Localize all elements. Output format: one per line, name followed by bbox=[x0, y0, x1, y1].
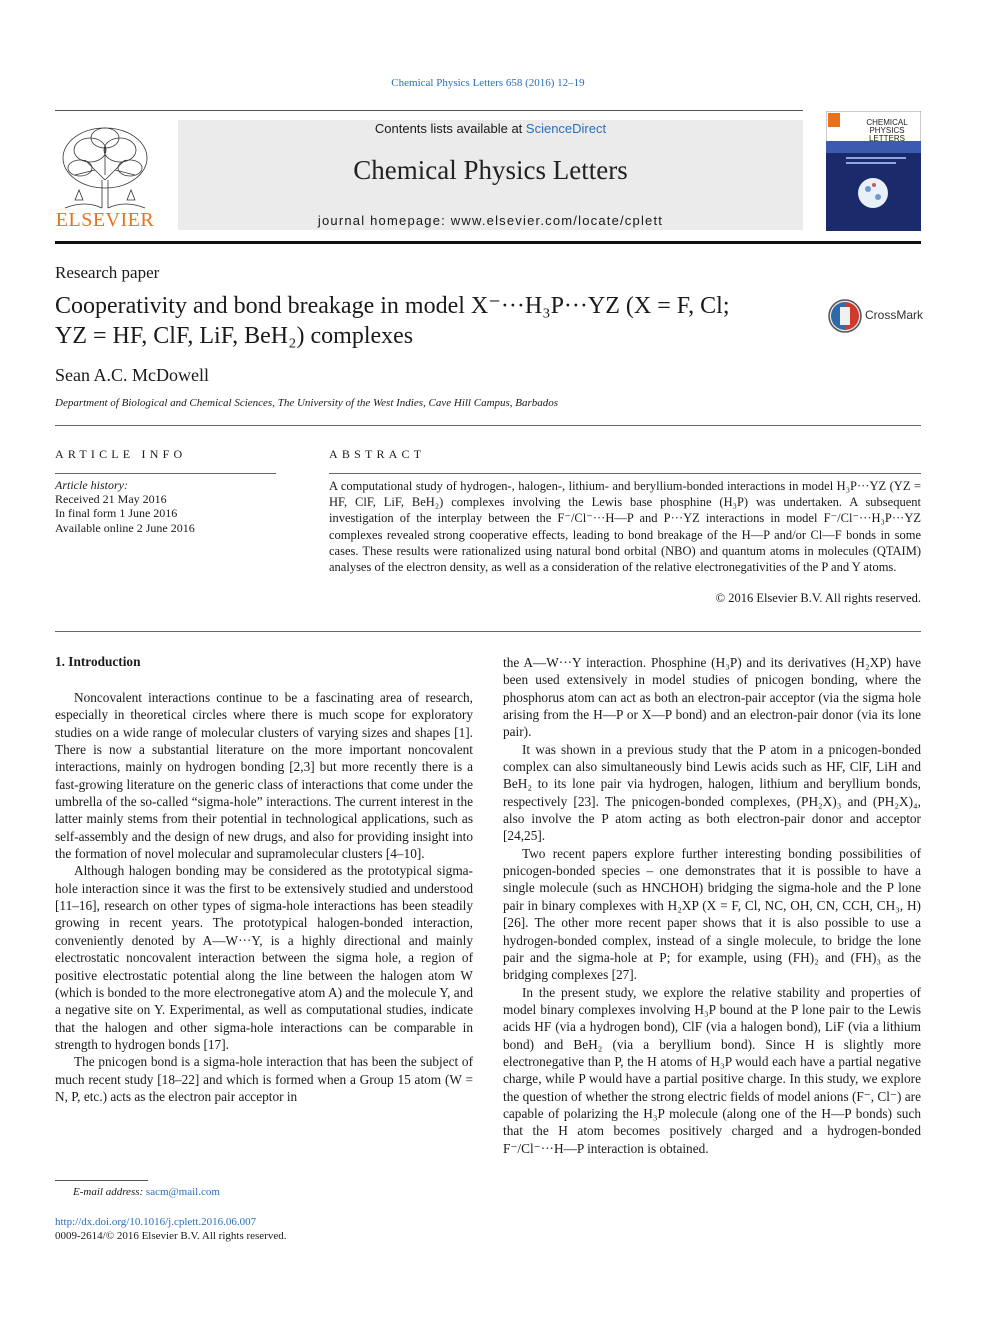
footnote-rule bbox=[55, 1180, 148, 1181]
cover-title-line: LETTERS bbox=[868, 134, 905, 143]
elsevier-wordmark: ELSEVIER bbox=[55, 209, 155, 231]
author-name: Sean A.C. McDowell bbox=[55, 365, 209, 385]
abstract-text: A computational study of hydrogen-, halogen-, lithium- and beryllium-bonded interactions in model H₃P···YZ (YZ = HF, ClF, LiF, BeH₂) complexes involving the Lewis base phosphine (H₃P) was undertaken. A subsequent investigation of the interplay between the F⁻/Cl⁻···H—P and P···YZ interactions in model F⁻/Cl⁻···H₃P···YZ complexes revealed strong cooperative effects, leading to bond breakage of the H—P and/or Cl—F bonds in some cases. These results were rationalized using natural bond orbital (NBO) and quantum atoms in molecules (QTAIM) analyses of the electron density, as well as a consideration of the relative electronegativities of the P and Y atoms. bbox=[329, 479, 921, 575]
body-column-right bbox=[503, 654, 921, 1157]
author-affiliation: Department of Biological and Chemical Sciences, The University of the West Indies, Cave Hill Campus, Barbados bbox=[55, 397, 559, 409]
journal-citation[interactable]: Chemical Physics Letters 658 (2016) 12–19 bbox=[391, 77, 585, 89]
received-date: Received 21 May 2016 bbox=[55, 492, 167, 507]
cover-title bbox=[856, 119, 918, 143]
abstract-rule bbox=[329, 473, 921, 474]
contents-line bbox=[178, 121, 803, 136]
history-label: Article history: bbox=[55, 478, 128, 492]
journal-title: Chemical Physics Letters bbox=[353, 155, 628, 185]
article-history bbox=[55, 478, 195, 535]
title-line: Cooperativity and bond breakage in model X⁻···H₃P···YZ (X = F, Cl; bbox=[55, 293, 730, 319]
abstract-heading: ABSTRACT bbox=[329, 447, 426, 461]
cover-title-line: PHYSICS bbox=[869, 126, 905, 135]
header-top-rule bbox=[55, 110, 803, 111]
body-column-left bbox=[55, 689, 473, 1105]
email-link[interactable]: sacm@mail.com bbox=[145, 1186, 220, 1198]
doi-text[interactable]: http://dx.doi.org/10.1016/j.cplett.2016.06.007 bbox=[55, 1216, 257, 1228]
crossmark-label: CrossMark bbox=[865, 308, 924, 322]
body-paragraph: The pnicogen bond is a sigma-hole interaction that has been the subject of much recent study [18–22] and which is formed when a Group 15 atom (W = N, P, etc.) acts as the electron pair acceptor in bbox=[55, 1054, 473, 1104]
sciencedirect-link[interactable]: ScienceDirect bbox=[525, 121, 607, 136]
title-line: YZ = HF, ClF, LiF, BeH₂) complexes bbox=[55, 323, 414, 349]
copyright-notice: © 2016 Elsevier B.V. All rights reserved. bbox=[715, 591, 921, 605]
journal-cover-thumbnail[interactable] bbox=[826, 111, 921, 231]
body-paragraph: Noncovalent interactions continue to be a fascinating area of research, especially in theoretical circles where there is much scope for exploratory studies on a wide range of molecular clusters of varying sizes and shapes [1]. There is now a substantial literature on the more important noncovalent interactions, mainly on hydrogen bonding [2,3] but more recently there is a fast-growing literature on the generic class of interactions that come under the umbrella of the so-called “sigma-hole” interactions. The current interest in the latter mainly stems from their potential in technological applications, such as self-assembly and the design of new drugs, and also for providing insight into the formation of novel molecular and supramolecular clusters [4–10]. bbox=[55, 690, 473, 862]
crossmark-badge[interactable] bbox=[827, 298, 923, 334]
final-form-date: In final form 1 June 2016 bbox=[55, 506, 178, 521]
author-email-footnote bbox=[73, 1186, 220, 1198]
abstract-bottom-rule bbox=[55, 631, 921, 632]
article-type: Research paper bbox=[55, 263, 160, 282]
body-paragraph: It was shown in a previous study that the P atom in a pnicogen-bonded complex can also simultaneously bind Lewis acids such as HF, ClF, LiH and BeH₂ to its lone pair via hydrogen, halogen, lithium and beryllium bonds, respectively [23]. The pnicogen-bonded complexes, (PH₂X)₃ and (PH₂X)₄, also involve the P atom acting as both electron-pair donor and acceptor [24,25]. bbox=[503, 741, 921, 844]
issn-copyright: 0009-2614/© 2016 Elsevier B.V. All rights reserved. bbox=[55, 1230, 287, 1242]
title-rule bbox=[55, 425, 921, 426]
article-title bbox=[55, 291, 805, 351]
contents-prefix: Contents lists available at bbox=[374, 121, 526, 136]
crossmark-icon bbox=[827, 298, 863, 334]
header-bottom-rule bbox=[55, 241, 921, 244]
doi-link[interactable] bbox=[55, 1216, 256, 1228]
body-paragraph: In the present study, we explore the relative stability and properties of model binary complexes involving H₃P bound at the P lone pair to the Lewis acids HF (via a hydrogen bond), ClF (via a halogen bond), LiF (via a lithium bond) and BeH₂ (via a beryllium bond). Since H is slightly more electronegative than P, the H atoms of H₃P would each have a partial negative charge, while P would have a partial positive charge. In this study, we explore the question of whether the strong electric fields of model anions (F⁻, Cl⁻) are capable of polarizing the H₃P molecule (along one of the H—P bonds) such that the H atom becomes positively charged and a hydrogen-bonded F⁻/Cl⁻···H—P interaction is obtained. bbox=[503, 984, 922, 1156]
section-heading: 1. Introduction bbox=[55, 654, 141, 669]
body-paragraph: Two recent papers explore further interesting bonding possibilities of pnicogen-bonded species – one demonstrates that it is possible to have a single molecule (such as HNCHOH) bridging the sigma-hole and the P lone pair in binary complexes with H₂XP (X = F, Cl, NC, OH, CN, CCH, CH₃, H) [26]. The other more recent paper shows that it is also possible to use a hydrogen-bonded complex, instead of a single molecule, to bridge the lone pair and the sigma-hole at P; for example, using (FH)₂ and (FH)₃ as the bridging complexes [27]. bbox=[503, 845, 921, 983]
journal-homepage[interactable]: journal homepage: www.elsevier.com/locate/cplett bbox=[317, 213, 664, 228]
elsevier-logo[interactable] bbox=[55, 120, 155, 232]
body-paragraph: the A—W···Y interaction. Phosphine (H₃P) and its derivatives (H₂XP) have been used extensively in model studies of pnicogen bonding, where the phosphorus atom can act as both an electron-pair acceptor (via the sigma hole arising from the H—P or X—P bond) and an electron-pair donor (via its lone pair). bbox=[503, 655, 921, 740]
email-label: E-mail address: bbox=[73, 1186, 146, 1198]
article-info-heading: ARTICLE INFO bbox=[55, 447, 187, 461]
article-info-rule bbox=[55, 473, 276, 474]
body-paragraph: Although halogen bonding may be considered as the prototypical sigma-hole interaction since it was the first to be extensively studied and understood [11–16], research on other types of sigma-hole interactions has been steadily growing in recent years. The prototypical halogen-bonded interaction, conveniently denoted by A—W···Y, is a highly directional and mainly electrostatic noncovalent interaction between the sigma hole, a region of positive electrostatic potential along the line between the halogen atom W (which is bonded to the more electronegative atom A) and the molecule Y, and a negative site on Y. Experimental, as well as computational studies, indicate that the halogen and other sigma-hole interactions can be comparable in strength to hydrogen bonds [17]. bbox=[55, 863, 473, 1052]
cover-title-line: CHEMICAL bbox=[866, 118, 908, 127]
online-date: Available online 2 June 2016 bbox=[55, 520, 195, 535]
